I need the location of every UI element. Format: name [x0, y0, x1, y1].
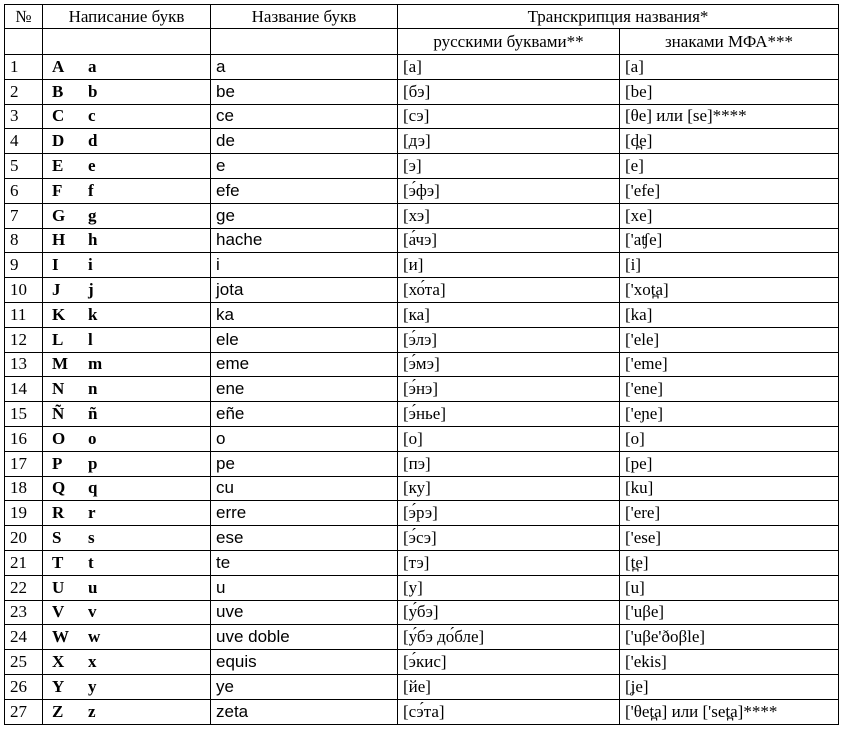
lowercase-letter: d [88, 131, 98, 151]
letter-writing [43, 575, 211, 600]
ipa-transcription: ['ele] [620, 327, 839, 352]
russian-transcription: [йе] [398, 674, 620, 699]
russian-transcription: [а] [398, 55, 620, 80]
lowercase-letter: p [88, 453, 98, 473]
uppercase-letter: C [52, 106, 65, 126]
row-number: 25 [5, 650, 43, 675]
table-row [5, 550, 839, 575]
letter-name: efe [211, 178, 398, 203]
russian-transcription: [э́нэ] [398, 377, 620, 402]
russian-transcription: [э] [398, 154, 620, 179]
row-number: 2 [5, 79, 43, 104]
row-number: 13 [5, 352, 43, 377]
letter-name: be [211, 79, 398, 104]
letter-name: ye [211, 674, 398, 699]
uppercase-letter: J [52, 280, 61, 300]
letter-writing [43, 600, 211, 625]
table-row [5, 526, 839, 551]
russian-transcription: [хо́та] [398, 278, 620, 303]
lowercase-letter: w [88, 627, 101, 647]
uppercase-letter: D [52, 131, 65, 151]
ipa-transcription: ['aʧe] [620, 228, 839, 253]
table-row [5, 104, 839, 129]
letter-name: eñe [211, 402, 398, 427]
lowercase-letter: f [88, 180, 94, 200]
russian-transcription: [пэ] [398, 451, 620, 476]
row-number: 14 [5, 377, 43, 402]
ipa-transcription: ['ene] [620, 377, 839, 402]
uppercase-letter: U [52, 577, 65, 597]
russian-transcription: [сэ́та] [398, 699, 620, 724]
uppercase-letter: M [52, 354, 69, 374]
table-row [5, 600, 839, 625]
russian-transcription: [о] [398, 426, 620, 451]
lowercase-letter: c [88, 106, 96, 126]
ipa-transcription: [pe] [620, 451, 839, 476]
lowercase-letter: l [88, 329, 93, 349]
russian-transcription: [ка] [398, 302, 620, 327]
russian-transcription: [дэ] [398, 129, 620, 154]
uppercase-letter: E [52, 156, 64, 176]
lowercase-letter: ñ [88, 404, 98, 424]
row-number: 22 [5, 575, 43, 600]
letter-name: ce [211, 104, 398, 129]
table-row [5, 476, 839, 501]
letter-writing [43, 402, 211, 427]
ipa-transcription: [a] [620, 55, 839, 80]
uppercase-letter: W [52, 627, 69, 647]
letter-writing [43, 550, 211, 575]
ipa-transcription: ['ere] [620, 501, 839, 526]
header-ipa: знаками МФА*** [620, 29, 839, 55]
letter-writing [43, 253, 211, 278]
lowercase-letter: k [88, 304, 98, 324]
letter-writing [43, 476, 211, 501]
russian-transcription: [э́лэ] [398, 327, 620, 352]
lowercase-letter: z [88, 701, 96, 721]
letter-name: o [211, 426, 398, 451]
ipa-transcription: ['ekis] [620, 650, 839, 675]
row-number: 15 [5, 402, 43, 427]
letter-writing [43, 426, 211, 451]
uppercase-letter: I [52, 255, 59, 275]
table-row [5, 129, 839, 154]
letter-writing [43, 352, 211, 377]
uppercase-letter: G [52, 205, 66, 225]
ipa-transcription: [be] [620, 79, 839, 104]
row-number: 27 [5, 699, 43, 724]
ipa-transcription: [d̪e] [620, 129, 839, 154]
lowercase-letter: x [88, 652, 97, 672]
letter-writing [43, 526, 211, 551]
header-transcription: Транскрипция названия* [398, 5, 839, 29]
letter-writing [43, 178, 211, 203]
uppercase-letter: V [52, 602, 65, 622]
row-number: 19 [5, 501, 43, 526]
table-row [5, 228, 839, 253]
uppercase-letter: X [52, 652, 65, 672]
letter-writing [43, 625, 211, 650]
uppercase-letter: Q [52, 478, 66, 498]
russian-transcription: [бэ] [398, 79, 620, 104]
header-number-empty [5, 29, 43, 55]
letter-writing [43, 79, 211, 104]
letter-name: ge [211, 203, 398, 228]
lowercase-letter: j [88, 280, 94, 300]
uppercase-letter: T [52, 552, 64, 572]
lowercase-letter: v [88, 602, 97, 622]
uppercase-letter: O [52, 428, 66, 448]
table-row [5, 650, 839, 675]
letter-name: equis [211, 650, 398, 675]
ipa-transcription: [u] [620, 575, 839, 600]
letter-writing [43, 377, 211, 402]
letter-writing [43, 203, 211, 228]
ipa-transcription: [ka] [620, 302, 839, 327]
letter-name: cu [211, 476, 398, 501]
row-number: 26 [5, 674, 43, 699]
russian-transcription: [сэ] [398, 104, 620, 129]
ipa-transcription: ['uβe] [620, 600, 839, 625]
ipa-transcription: [ʝe] [620, 674, 839, 699]
russian-transcription: [ку] [398, 476, 620, 501]
ipa-transcription: [xe] [620, 203, 839, 228]
table-row [5, 302, 839, 327]
row-number: 18 [5, 476, 43, 501]
letter-name: erre [211, 501, 398, 526]
letter-name: ese [211, 526, 398, 551]
table-body [5, 55, 839, 725]
row-number: 8 [5, 228, 43, 253]
ipa-transcription: ['efe] [620, 178, 839, 203]
row-number: 3 [5, 104, 43, 129]
letter-name: ene [211, 377, 398, 402]
letter-name: zeta [211, 699, 398, 724]
russian-transcription: [хэ] [398, 203, 620, 228]
table-row [5, 327, 839, 352]
lowercase-letter: e [88, 156, 96, 176]
table-row [5, 79, 839, 104]
table-row [5, 501, 839, 526]
letter-writing [43, 129, 211, 154]
letter-name: ele [211, 327, 398, 352]
row-number: 1 [5, 55, 43, 80]
letter-name: eme [211, 352, 398, 377]
russian-transcription: [э́мэ] [398, 352, 620, 377]
lowercase-letter: n [88, 379, 98, 399]
table-row [5, 625, 839, 650]
table-row [5, 575, 839, 600]
letter-writing [43, 104, 211, 129]
letter-writing [43, 278, 211, 303]
russian-transcription: [у́бэ до́бле] [398, 625, 620, 650]
row-number: 23 [5, 600, 43, 625]
lowercase-letter: b [88, 81, 98, 101]
lowercase-letter: q [88, 478, 98, 498]
lowercase-letter: g [88, 205, 97, 225]
russian-transcription: [э́сэ] [398, 526, 620, 551]
letter-name: ka [211, 302, 398, 327]
table-row [5, 699, 839, 724]
letter-writing [43, 327, 211, 352]
table-row [5, 402, 839, 427]
lowercase-letter: i [88, 255, 93, 275]
ipa-transcription: ['xot̪a] [620, 278, 839, 303]
row-number: 10 [5, 278, 43, 303]
alphabet-table [4, 4, 839, 725]
letter-writing [43, 674, 211, 699]
row-number: 20 [5, 526, 43, 551]
table-row [5, 377, 839, 402]
russian-transcription: [у] [398, 575, 620, 600]
letter-name: uve doble [211, 625, 398, 650]
header-number: № [5, 5, 43, 29]
row-number: 12 [5, 327, 43, 352]
header-name: Название букв [211, 5, 398, 29]
row-number: 24 [5, 625, 43, 650]
lowercase-letter: r [88, 503, 96, 523]
russian-transcription: [и] [398, 253, 620, 278]
russian-transcription: [э́нье] [398, 402, 620, 427]
lowercase-letter: o [88, 428, 97, 448]
letter-writing [43, 650, 211, 675]
letter-name: pe [211, 451, 398, 476]
uppercase-letter: P [52, 453, 63, 473]
ipa-transcription: ['eɲe] [620, 402, 839, 427]
letter-name: u [211, 575, 398, 600]
letter-writing [43, 228, 211, 253]
row-number: 9 [5, 253, 43, 278]
table-row [5, 203, 839, 228]
ipa-transcription: [θe] или [se]**** [620, 104, 839, 129]
lowercase-letter: y [88, 676, 97, 696]
letter-writing [43, 699, 211, 724]
row-number: 5 [5, 154, 43, 179]
uppercase-letter: S [52, 528, 62, 548]
ipa-transcription: ['uβe'ðoβle] [620, 625, 839, 650]
header-russian: русскими буквами** [398, 29, 620, 55]
letter-name: jota [211, 278, 398, 303]
letter-name: uve [211, 600, 398, 625]
row-number: 21 [5, 550, 43, 575]
russian-transcription: [тэ] [398, 550, 620, 575]
table-row [5, 674, 839, 699]
table-row [5, 154, 839, 179]
lowercase-letter: m [88, 354, 103, 374]
table-row [5, 253, 839, 278]
uppercase-letter: F [52, 180, 63, 200]
ipa-transcription: [ku] [620, 476, 839, 501]
uppercase-letter: Ñ [52, 404, 65, 424]
table-row [5, 278, 839, 303]
uppercase-letter: K [52, 304, 66, 324]
uppercase-letter: A [52, 56, 65, 76]
russian-transcription: [у́бэ] [398, 600, 620, 625]
uppercase-letter: R [52, 503, 65, 523]
ipa-transcription: [t̪e] [620, 550, 839, 575]
letter-name: i [211, 253, 398, 278]
row-number: 6 [5, 178, 43, 203]
row-number: 4 [5, 129, 43, 154]
header-writing-empty [43, 29, 211, 55]
table-header [5, 5, 839, 55]
letter-name: te [211, 550, 398, 575]
letter-name: a [211, 55, 398, 80]
ipa-transcription: [e] [620, 154, 839, 179]
letter-writing [43, 302, 211, 327]
row-number: 16 [5, 426, 43, 451]
row-number: 11 [5, 302, 43, 327]
letter-writing [43, 451, 211, 476]
row-number: 17 [5, 451, 43, 476]
letter-name: hache [211, 228, 398, 253]
uppercase-letter: B [52, 81, 64, 101]
russian-transcription: [э́рэ] [398, 501, 620, 526]
table-row [5, 451, 839, 476]
table-row [5, 178, 839, 203]
letter-writing [43, 55, 211, 80]
lowercase-letter: t [88, 552, 94, 572]
letter-name: e [211, 154, 398, 179]
uppercase-letter: N [52, 379, 65, 399]
row-number: 7 [5, 203, 43, 228]
letter-writing [43, 154, 211, 179]
russian-transcription: [а́чэ] [398, 228, 620, 253]
letter-name: de [211, 129, 398, 154]
uppercase-letter: L [52, 329, 64, 349]
header-name-empty [211, 29, 398, 55]
lowercase-letter: a [88, 56, 97, 76]
ipa-transcription: ['eme] [620, 352, 839, 377]
table-row [5, 352, 839, 377]
uppercase-letter: Z [52, 701, 64, 721]
table-row [5, 55, 839, 80]
table-row [5, 426, 839, 451]
uppercase-letter: Y [52, 676, 65, 696]
russian-transcription: [э́фэ] [398, 178, 620, 203]
ipa-transcription: [o] [620, 426, 839, 451]
russian-transcription: [э́кис] [398, 650, 620, 675]
ipa-transcription: ['ese] [620, 526, 839, 551]
ipa-transcription: ['θet̪a] или ['set̪a]**** [620, 699, 839, 724]
uppercase-letter: H [52, 230, 66, 250]
ipa-transcription: [i] [620, 253, 839, 278]
lowercase-letter: h [88, 230, 98, 250]
letter-writing [43, 501, 211, 526]
header-writing: Написание букв [43, 5, 211, 29]
lowercase-letter: u [88, 577, 98, 597]
lowercase-letter: s [88, 528, 95, 548]
